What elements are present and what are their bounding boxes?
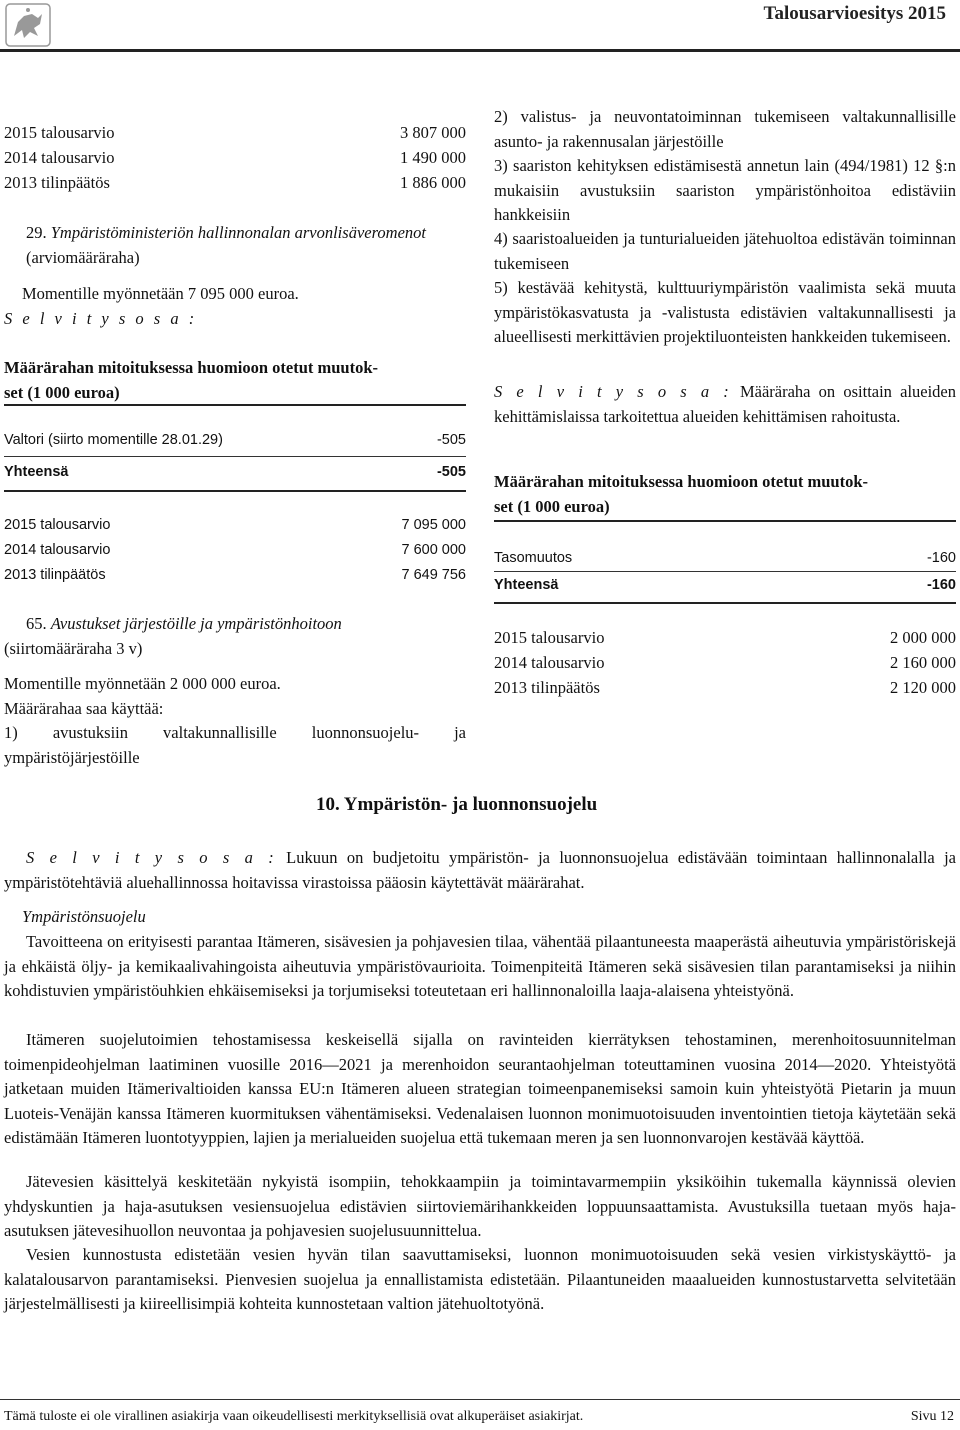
table-rule bbox=[494, 520, 956, 522]
right-explanation: S e l v i t y s o s a : Määräraha on osittain alueiden kehittämislaissa tarkoitettua alueiden kehittämisen rahoitusta. bbox=[494, 382, 957, 426]
section-explanation: S e l v i t y s o s a : Lukuun on budjetoitu ympäristön- ja luonnonsuojelua edistävään toimintaan hallinnonalalla ja ympäristötehtäviä aluehallinnossa hoitavissa virastoissa pääosin käytettävät määrärahat. bbox=[4, 848, 957, 892]
paragraph: Jätevesien käsittelyä keskitetään nykyistä isompiin, tehokkaampiin ja toimintavarmempiin yksiköihin tukemalla käynnissä olevien yhdyskuntien ja haja-asutuksen vesiensuojelua edistävien siirtoviemärihankkeiden loppuunsaattamista. Avustuksilla tuetaan myös haja-asutuksen jätevesihuollon neuvontaa ja pohjavesien suojelusuunnittelua. bbox=[4, 1172, 956, 1240]
footer-rule bbox=[0, 1399, 960, 1400]
paragraph: Tavoitteena on erityisesti parantaa Itämeren, sisävesien ja pohjavesien tilaa, vähentää pilaantuneesta maaperästä aiheutuvia ympäristöriskejä ja ehkäistä öljy- ja kemikaalivahingoista aiheutuvia ympäristövaurioita. Toimenpiteitä Itämeren sekä sisävesien tilan parantamiseksi ja niihin kohdistuvien ympäristöuhkien ehkäisemiseksi ja torjumiseksi toteutetaan eri hallinnonaloilla laaja-alaisena yhteistyönä. bbox=[4, 932, 956, 1000]
usage-item-2: 2) valistus- ja neuvontatoiminnan tukemiseen valtakunnallisille asunto- ja rakennusalan järjestöille bbox=[494, 107, 956, 151]
usage-item-3: 3) saariston kehityksen edistämisestä annetun lain (494/1981) 12 §:n mukaisiin avustuksiin saariston ympäristönhoitoa edistäviin hankkeisiin bbox=[494, 156, 956, 224]
paragraph: Vesien kunnostusta edistetään vesien hyvän tilan saavuttamiseksi, luonnon monimuotoisuuden sekä vesien virkistyskäyttö- ja kalatalousarvon parantamiseksi. Pienvesien suojelua ja ennallistamista edistetään. Pilaantuneiden maaalueiden kunnostustarvetta selvitetään järjestelmällisesti ja kiireellisimpiä kohteita kunnostetaan valtion jätehuoltotyönä. bbox=[4, 1245, 956, 1313]
item-65-heading: 65. Avustukset järjestöille ja ympäristönhoitoon (siirtomääräraha 3 v) bbox=[4, 614, 342, 658]
change-row: Tasomuutos -160 bbox=[494, 550, 956, 566]
item-65-appropriation: Momentille myönnetään 2 000 000 euroa. bbox=[4, 674, 281, 693]
usage-item-4: 4) saaristoalueiden ja tunturialueiden jätehuoltoa edistävän toiminnan tukemiseen bbox=[494, 229, 956, 273]
table-rule bbox=[4, 490, 466, 492]
usage-item-1: 1) avustuksiin valtakunnallisille luonnonsuojelu- ja ympäristöjärjestöille bbox=[4, 723, 466, 767]
item-29-appropriation: Momentille myönnetään 7 095 000 euroa. bbox=[22, 284, 299, 303]
budget-row: 2013 tilinpäätös 1 886 000 bbox=[4, 173, 466, 192]
header-rule bbox=[0, 49, 960, 52]
explanation-label: S e l v i t y s o s a : bbox=[4, 309, 198, 328]
total-row: Yhteensä -160 bbox=[494, 577, 956, 593]
budget-row: 2014 talousarvio 2 160 000 bbox=[494, 653, 956, 672]
subheading: Ympäristönsuojelu bbox=[22, 907, 146, 926]
changes-heading: Määrärahan mitoituksessa huomioon otetut muutok- set (1 000 euroa) bbox=[494, 472, 869, 516]
table-rule bbox=[494, 571, 956, 572]
budget-row: 2015 talousarvio 2 000 000 bbox=[494, 628, 956, 647]
document-title: Talousarvioesitys 2015 bbox=[763, 3, 946, 24]
changes-heading: Määrärahan mitoituksessa huomioon otetut muutok- set (1 000 euroa) bbox=[4, 358, 379, 402]
section-heading: 10. Ympäristön- ja luonnonsuojelu bbox=[316, 794, 598, 815]
table-rule bbox=[4, 404, 466, 406]
budget-row: 2015 talousarvio 3 807 000 bbox=[4, 123, 466, 142]
budget-row: 2014 talousarvio 7 600 000 bbox=[4, 542, 466, 558]
total-row: Yhteensä -505 bbox=[4, 464, 466, 480]
paragraph: Itämeren suojelutoimien tehostamisessa keskeisellä sijalla on ravinteiden kierrätyksen tehostaminen, merenhoitosuunnitelman toimenpideohjelman laatiminen vuosille 2016—2021 ja merenhoidon seurantaohjelman toteuttaminen vuosina 2014—2020. Yhteistyötä jatketaan muiden Itämerivaltioiden kanssa EU:n Itämeren alueen strategian toimeenpanemiseksi samoin kuin yhteistyötä Pietarin ja muun Luoteis-Venäjän kanssa Itämeren kuormituksen vähentämiseksi. Vedenalaisen luonnon monimuotoisuuden inventointien tietoja käytetään sekä edistämään Itämeren luontotyyppien, lajien ja merialueiden suojelua että tukemaan meren ja sen luonnonvarojen kestävää käyttöä. bbox=[4, 1030, 956, 1147]
item-29-heading: 29. Ympäristöministeriön hallinnonalan arvonlisäveromenot (arviomääräraha) bbox=[26, 223, 426, 267]
table-rule bbox=[494, 602, 956, 604]
usage-intro: Määrärahaa saa käyttää: bbox=[4, 699, 164, 718]
budget-row: 2015 talousarvio 7 095 000 bbox=[4, 517, 466, 533]
usage-item-5: 5) kestävää kehitystä, kulttuuriympäristön vaalimista sekä muuta ympäristökasvatusta ja -valistusta edistävien valtakunnallisesti ja alueellisesti merkittävien projektiluonteisten hankkeiden tukemiseen. bbox=[494, 278, 956, 346]
table-rule bbox=[4, 456, 466, 457]
page-number: Sivu 12 bbox=[910, 1409, 954, 1424]
footer-disclaimer: Tämä tuloste ei ole virallinen asiakirja vaan oikeudellisesti merkityksellisiä ovat alkuperäiset asiakirjat. bbox=[4, 1409, 584, 1424]
change-row: Valtori (siirto momentille 28.01.29) -505 bbox=[4, 432, 466, 448]
budget-row: 2014 talousarvio 1 490 000 bbox=[4, 148, 466, 167]
finnish-lion-crest-icon bbox=[4, 2, 52, 48]
budget-row: 2013 tilinpäätös 2 120 000 bbox=[494, 678, 956, 697]
budget-row: 2013 tilinpäätös 7 649 756 bbox=[4, 567, 466, 583]
